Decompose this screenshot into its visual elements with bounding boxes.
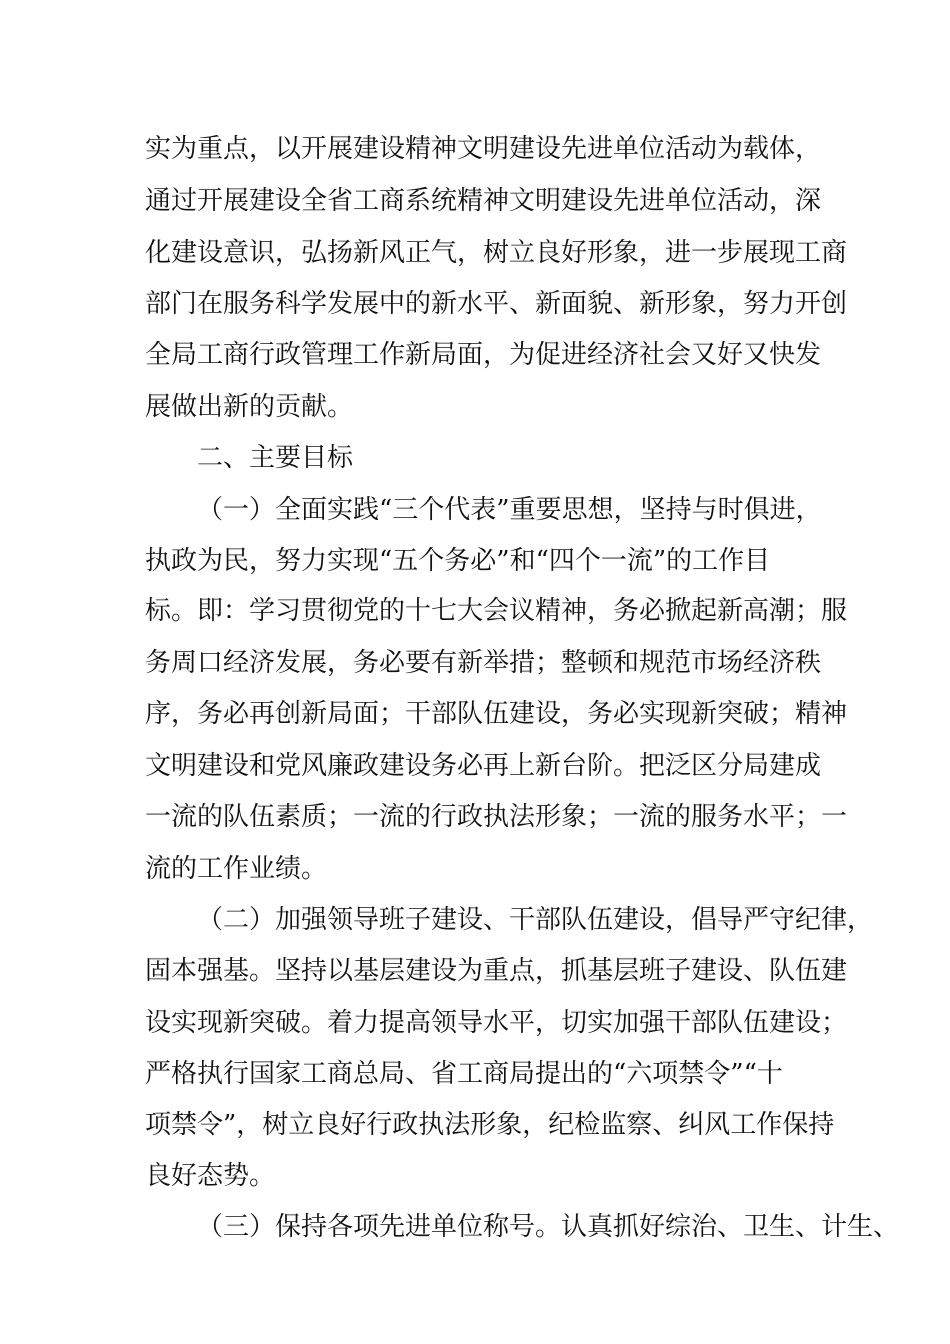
paragraph-1-line-4: 部门在服务科学发展中的新水平、新面貌、新形象，努力开创 xyxy=(145,289,848,319)
paragraph-2-line-5: 序，务必再创新局面；干部队伍建设，务必实现新突破；精神 xyxy=(145,699,848,729)
paragraph-4-line-1: （三）保持各项先进单位称号。认真抓好综治、卫生、计生、 xyxy=(197,1212,900,1242)
paragraph-1-line-3: 化建设意识，弘扬新风正气，树立良好形象，进一步展现工商 xyxy=(145,238,848,268)
paragraph-3-line-2: 固本强基。坚持以基层建设为重点，抓基层班子建设、队伍建 xyxy=(145,956,848,986)
paragraph-3-line-1: （二）加强领导班子建设、干部队伍建设，倡导严守纪律， xyxy=(197,905,874,935)
paragraph-1-line-6: 展做出新的贡献。 xyxy=(145,392,354,422)
paragraph-2-line-7: 一流的队伍素质；一流的行政执法形象；一流的服务水平；一 xyxy=(145,802,848,832)
paragraph-3-line-4: 严格执行国家工商总局、省工商局提出的“六项禁令”“十 xyxy=(145,1059,783,1089)
paragraph-3-line-5: 项禁令”，树立良好行政执法形象，纪检监察、纠风工作保持 xyxy=(145,1110,835,1140)
paragraph-2-line-8: 流的工作业绩。 xyxy=(145,854,328,884)
paragraph-1-line-5: 全局工商行政管理工作新局面，为促进经济社会又好又快发 xyxy=(145,340,822,370)
paragraph-2-line-2: 执政为民，努力实现“五个务必”和“四个一流”的工作目 xyxy=(145,546,771,576)
paragraph-2-line-3: 标。即：学习贯彻党的十七大会议精神，务必掀起新高潮；服 xyxy=(145,596,848,626)
paragraph-1-line-2: 通过开展建设全省工商系统精神文明建设先进单位活动，深 xyxy=(145,186,822,216)
paragraph-1-line-1: 实为重点，以开展建设精神文明建设先进单位活动为载体， xyxy=(145,134,822,164)
paragraph-2-line-4: 务周口经济发展，务必要有新举措；整顿和规范市场经济秩 xyxy=(145,648,822,678)
paragraph-3-line-6: 良好态势。 xyxy=(145,1161,276,1191)
paragraph-3-line-3: 设实现新突破。着力提高领导水平，切实加强干部队伍建设； xyxy=(145,1008,848,1038)
paragraph-2-line-6: 文明建设和党风廉政建设务必再上新台阶。把泛区分局建成 xyxy=(145,751,822,781)
section-heading: 二、主要目标 xyxy=(197,443,354,473)
paragraph-2-line-1: （一）全面实践“三个代表”重要思想，坚持与时俱进， xyxy=(197,495,822,525)
